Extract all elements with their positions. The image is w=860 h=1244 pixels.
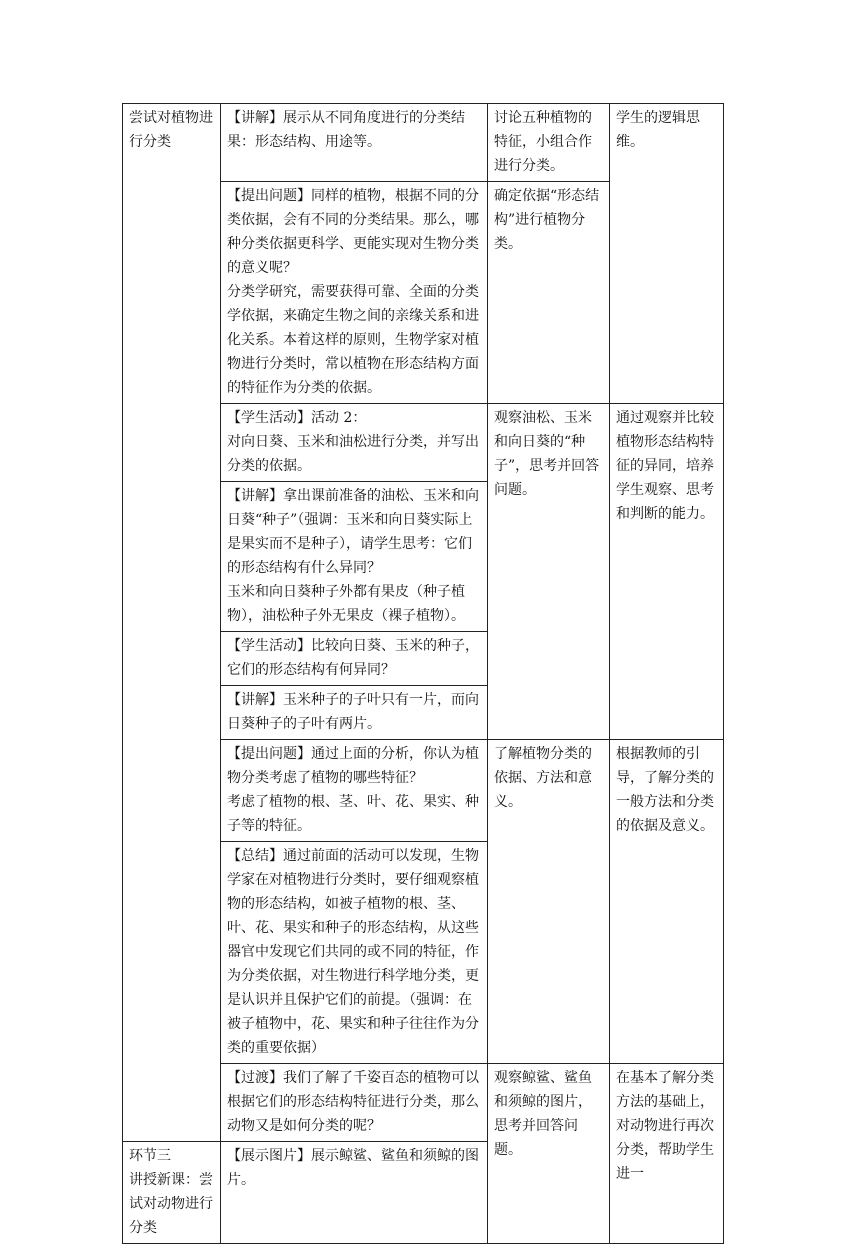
lesson-plan-table [122,103,724,1244]
activity-text: 我们了解了千姿百态的植物可以根据它们的形态结构特征进行分类，那么动物又是如何分类的呢？ [227,1070,479,1134]
activity-text: 展示鲸鲨、鲨鱼和须鲸的图片。 [227,1148,479,1188]
section-label-cell: 环节三 讲授新课：尝试对动物进行分类 [123,1142,221,1244]
activity-paragraph: 分类学研究，需要获得可靠、全面的分类学依据，来确定生物之间的亲缘关系和进化关系。本着这样的原则，生物学家对植物进行分类时，常以植物在形态结构方面的特征作为分类的依据。 [227,284,479,396]
design-intent-cell: 在基本了解分类方法的基础上，对动物进行再次分类，帮助学生进一 [610,1064,724,1244]
activity-tag: 【讲解】 [227,110,283,126]
activity-text: 活动 2： [311,410,367,426]
activity-text: 同样的植物，根据不同的分类依据，会有不同的分类结果。那么，哪种分类依据更科学、更能实现对生物分类的意义呢？ [227,188,479,276]
teacher-activity-cell [221,686,488,740]
design-intent-cell: 根据教师的引导，了解分类的一般方法和分类的依据及意义。 [610,740,724,1064]
activity-tag: 【提出问题】 [227,188,311,204]
teacher-activity-cell [221,482,488,632]
teacher-activity-cell [221,842,488,1064]
student-activity-cell: 观察鲸鲨、鲨鱼和须鲸的图片，思考并回答问题。 [488,1064,610,1244]
teacher-activity-cell [221,104,488,182]
table-row [123,104,724,182]
activity-tag: 【学生活动】 [227,638,311,654]
student-activity-cell: 讨论五种植物的特征，小组合作进行分类。 [488,104,610,182]
activity-tag: 【讲解】 [227,488,283,504]
activity-paragraph: 玉米和向日葵种子外都有果皮（种子植物），油松种子外无果皮（裸子植物）。 [227,584,465,624]
design-intent-cell: 学生的逻辑思维。 [610,104,724,404]
activity-text: 玉米种子的子叶只有一片，而向日葵种子的子叶有两片。 [227,692,479,732]
teacher-activity-cell [221,632,488,686]
activity-tag: 【过渡】 [227,1070,283,1086]
teacher-activity-cell [221,740,488,842]
teacher-activity-cell [221,182,488,404]
student-activity-cell: 观察油松、玉米和向日葵的“种子”，思考并回答问题。 [488,404,610,740]
activity-tag: 【讲解】 [227,692,283,708]
activity-tag: 【提出问题】 [227,746,311,762]
activity-tag: 【总结】 [227,848,283,864]
activity-text: 展示从不同角度进行的分类结果：形态结构、用途等。 [227,110,465,150]
activity-paragraph: 考虑了植物的根、茎、叶、花、果实、种子等的特征。 [227,794,479,834]
teacher-activity-cell [221,404,488,482]
activity-paragraph: 对向日葵、玉米和油松进行分类，并写出分类的依据。 [227,434,479,474]
design-intent-cell: 通过观察并比较植物形态结构特征的异同，培养学生观察、思考和判断的能力。 [610,404,724,740]
activity-text: 通过上面的分析，你认为植物分类考虑了植物的哪些特征？ [227,746,479,786]
teacher-activity-cell [221,1142,488,1244]
section-label-cell: 尝试对植物进行分类 [123,104,221,1142]
activity-text: 通过前面的活动可以发现，生物学家在对植物进行分类时，要仔细观察植物的形态结构，如被子植物的根、茎、叶、花、果实和种子的形态结构，从这些器官中发现它们共同的或不同的特征，作为分类依据，对生物进行科学地分类，更是认识并且保护它们的前提。（强调：在被子植物中，花、果实和种子往往作为分类的重要依据） [227,848,479,1056]
activity-tag: 【学生活动】 [227,410,311,426]
student-activity-cell: 了解植物分类的依据、方法和意义。 [488,740,610,1064]
activity-text: 比较向日葵、玉米的种子，它们的形态结构有何异同？ [227,638,479,678]
activity-text: 拿出课前准备的油松、玉米和向日葵“种子”（强调：玉米和向日葵实际上是果实而不是种子），请学生思考：它们的形态结构有什么异同？ [227,488,479,576]
teacher-activity-cell [221,1064,488,1142]
activity-tag: 【展示图片】 [227,1148,311,1164]
student-activity-cell: 确定依据“形态结构”进行植物分类。 [488,182,610,404]
